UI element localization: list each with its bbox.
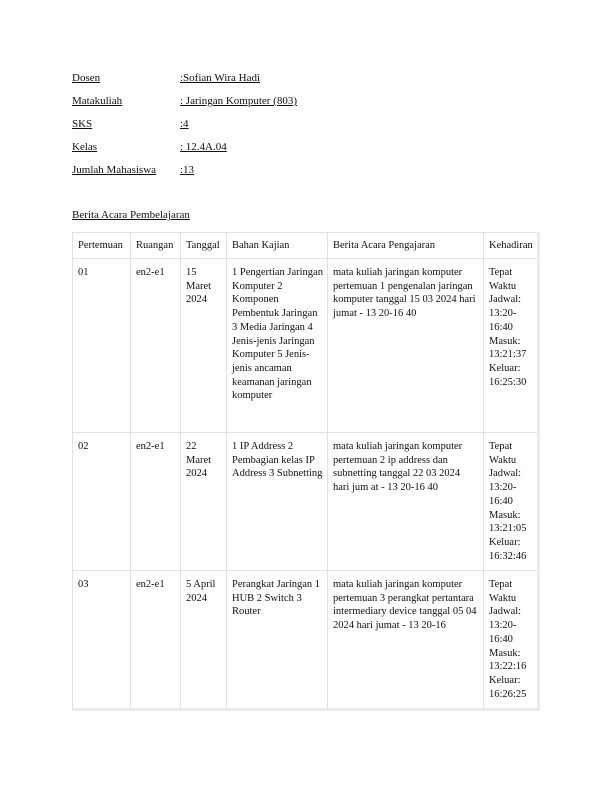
cell-tanggal: 5 April 2024: [181, 571, 227, 710]
header-ruangan: Ruangan: [131, 233, 181, 259]
info-row-matakuliah: [72, 94, 297, 117]
cell-kehadiran: Tepat Waktu Jadwal: 13:20-16:40 Masuk: 13:22:16 Keluar: 16:26:25: [484, 571, 539, 710]
cell-pertemuan: 01: [73, 259, 131, 433]
header-pertemuan: Pertemuan: [73, 233, 131, 259]
info-value: : Jaringan Komputer (803): [180, 95, 297, 107]
info-label: Kelas: [72, 141, 98, 153]
header-tanggal: Tanggal: [181, 233, 227, 259]
info-label: SKS: [72, 118, 93, 130]
cell-ruangan: en2-e1: [131, 571, 181, 710]
info-row-jumlah-mahasiswa: [72, 163, 297, 186]
cell-berita-acara: mata kuliah jaringan komputer pertemuan 1 pengenalan jaringan komputer tanggal 15 03 2024 hari jumat - 13 20-16 40: [328, 259, 484, 433]
cell-pertemuan: 02: [73, 433, 131, 571]
info-value: :4: [180, 118, 189, 130]
cell-tanggal: 15 Maret 2024: [181, 259, 227, 433]
cell-kehadiran: Tepat Waktu Jadwal: 13:20-16:40 Masuk: 13:21:05 Keluar: 16:32:46: [484, 433, 539, 571]
info-label: Matakuliah: [72, 95, 123, 107]
info-row-dosen: [72, 71, 297, 94]
cell-berita-acara: mata kuliah jaringan komputer pertemuan 2 ip address dan subnetting tanggal 22 03 2024 hari jum at - 13 20-16 40: [328, 433, 484, 571]
cell-pertemuan: 03: [73, 571, 131, 710]
cell-ruangan: en2-e1: [131, 433, 181, 571]
info-value: :13: [180, 164, 195, 176]
header-kehadiran: Kehadiran: [484, 233, 539, 259]
table-row: [73, 433, 539, 571]
table-row: [73, 571, 539, 710]
header-berita-acara: Berita Acara Pengajaran: [328, 233, 484, 259]
cell-bahan-kajian: Perangkat Jaringan 1 HUB 2 Switch 3 Router: [227, 571, 328, 710]
cell-kehadiran: Tepat Waktu Jadwal: 13:20-16:40 Masuk: 13:21:37 Keluar: 16:25:30: [484, 259, 539, 433]
cell-bahan-kajian: 1 IP Address 2 Pembagian kelas IP Address 3 Subnetting: [227, 433, 328, 571]
info-value: :Sofian Wira Hadi: [180, 72, 261, 84]
attendance-table: [72, 232, 539, 710]
header-bahan-kajian: Bahan Kajian: [227, 233, 328, 259]
cell-bahan-kajian: 1 Pengertian Jaringan Komputer 2 Komponen Pembentuk Jaringan 3 Media Jaringan 4 Jenis-jenis Jaringan Komputer 5 Jenis-jenis ancaman keamanan jaringan komputer: [227, 259, 328, 433]
section-title: Berita Acara Pembelajaran: [72, 209, 190, 221]
table-row: [73, 259, 539, 433]
info-label: Jumlah Mahasiswa: [72, 164, 157, 176]
attendance-table-wrapper: [72, 232, 540, 711]
info-label: Dosen: [72, 72, 101, 84]
info-row-kelas: [72, 140, 297, 163]
course-info: [72, 71, 297, 186]
cell-ruangan: en2-e1: [131, 259, 181, 433]
cell-berita-acara: mata kuliah jaringan komputer pertemuan 3 perangkat pertantara intermediary device tanggal 05 04 2024 hari jumat - 13 20-16: [328, 571, 484, 710]
cell-tanggal: 22 Maret 2024: [181, 433, 227, 571]
info-value: : 12.4A.04: [180, 141, 227, 153]
info-row-sks: [72, 117, 297, 140]
table-header-row: [73, 233, 539, 259]
